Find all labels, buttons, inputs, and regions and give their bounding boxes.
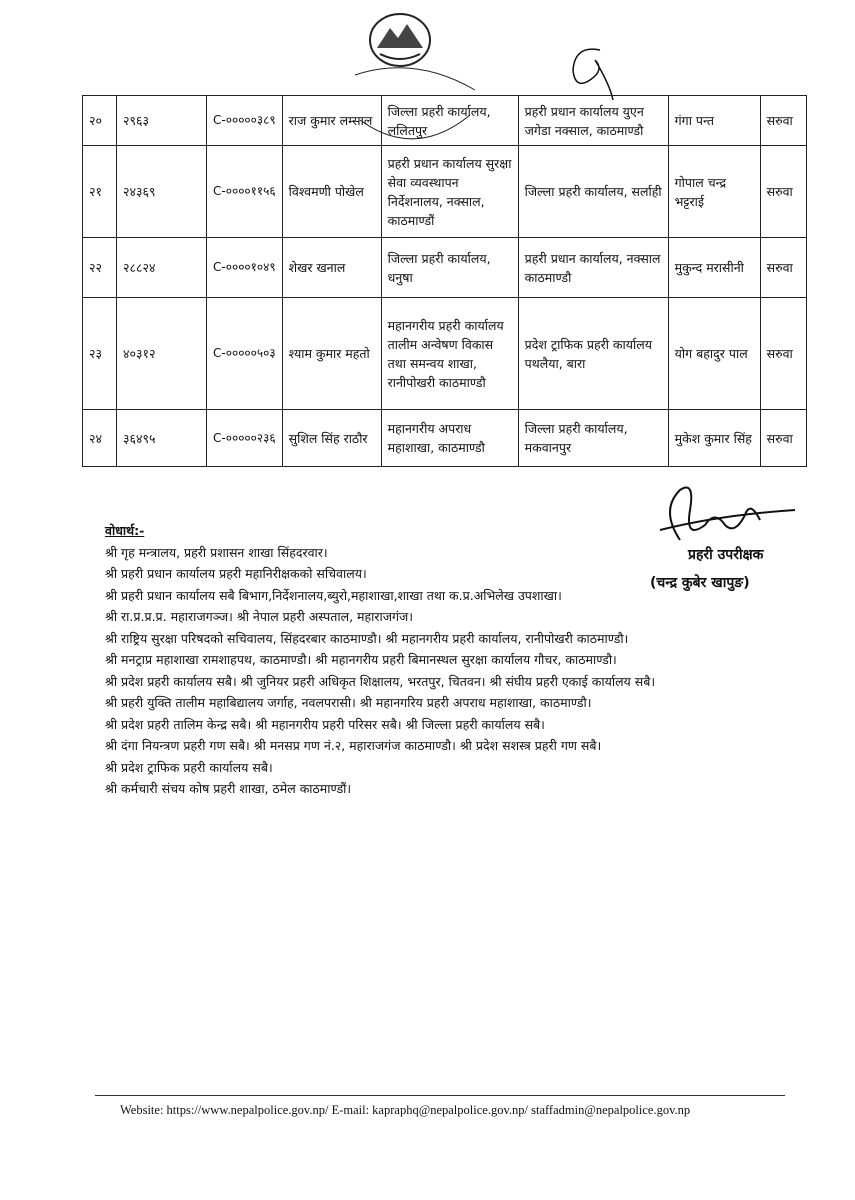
table-row xyxy=(83,238,807,298)
cell-code: C-०००००५०३ xyxy=(207,298,283,410)
cell-sn: २१ xyxy=(83,146,117,238)
cc-list xyxy=(105,520,655,800)
cell-replacement: गंगा पन्त xyxy=(668,96,760,146)
cell-name: शेखर खनाल xyxy=(282,238,381,298)
cell-name: विश्वमणी पोखेल xyxy=(282,146,381,238)
cell-from: महानगरीय अपराध महाशाखा, काठमाण्डौ xyxy=(381,410,518,467)
cc-line: श्री प्रदेश प्रहरी कार्यालय सबै। श्री जुनियर प्रहरी अधिकृत शिक्षालय, भरतपुर, चितवन। श्री संघीय प्रहरी एकाई कार्यालय सबै। xyxy=(105,673,656,689)
cell-id: ४०३१२ xyxy=(117,298,207,410)
cell-sn: २४ xyxy=(83,410,117,467)
cell-id: २९६३ xyxy=(117,96,207,146)
cell-name: श्याम कुमार महतो xyxy=(282,298,381,410)
cell-name: सुशिल सिंह राठौर xyxy=(282,410,381,467)
cell-code: C-००००११५६ xyxy=(207,146,283,238)
cell-from: प्रहरी प्रधान कार्यालय सुरक्षा सेवा व्यवस्थापन निर्देशनालय, नक्साल, काठमाण्डौं xyxy=(381,146,518,238)
table-row xyxy=(83,96,807,146)
cc-line: श्री कर्मचारी संचय कोष प्रहरी शाखा, ठमेल काठमाण्डौं। xyxy=(105,781,352,796)
cell-to: प्रहरी प्रधान कार्यालय, नक्साल काठमाण्डौ xyxy=(518,238,668,298)
cell-from: जिल्ला प्रहरी कार्यालय, धनुषा xyxy=(381,238,518,298)
signatory-title: प्रहरी उपरीक्षक xyxy=(688,547,764,563)
transfer-table xyxy=(82,95,807,467)
cc-line: श्री प्रहरी युक्ति तालीम महाबिद्यालय जर्गाह, नवलपरासी। श्री महानगरिय प्रहरी अपराध महाशाखा, काठमाण्डौ। xyxy=(105,695,592,710)
cell-code: C-०००००३८९ xyxy=(207,96,283,146)
initial-mark-icon xyxy=(555,40,615,100)
cc-line: श्री प्रदेश प्रहरी तालिम केन्द्र सबै। श्री महानगरीय प्रहरी परिसर सबै। श्री जिल्ला प्रहरी कार्यालय सबै। xyxy=(105,716,545,732)
cell-name: राज कुमार लम्साल xyxy=(282,96,381,146)
cc-line: श्री दंगा नियन्त्रण प्रहरी गण सबै। श्री मनसप्र गण नं.२, महाराजगंज काठमाण्डौ। श्री प्रदेश सशस्त्र प्रहरी गण सबै। xyxy=(105,738,602,753)
cell-from: महानगरीय प्रहरी कार्यालय तालीम अन्वेषण विकास तथा समन्वय शाखा, रानीपोखरी काठमाण्डौ xyxy=(381,298,518,410)
cell-action: सरुवा xyxy=(760,298,806,410)
cc-line: श्री रा.प्र.प्र.प्र. महाराजगञ्ज। श्री नेपाल प्रहरी अस्पताल, महाराजगंज। xyxy=(105,609,414,624)
cc-line: श्री राष्ट्रिय सुरक्षा परिषदको सचिवालय, सिंहदरबार काठमाण्डौ। श्री महानगरीय प्रहरी कार्यालय, रानीपोखरी काठमाण्डौ। xyxy=(105,630,629,646)
table-row xyxy=(83,298,807,410)
cell-replacement: गोपाल चन्द्र भट्टराई xyxy=(668,146,760,238)
cell-to: प्रदेश ट्राफिक प्रहरी कार्यालय पथलैया, बारा xyxy=(518,298,668,410)
cc-line: श्री मनट्राप्र महाशाखा रामशाहपथ, काठमाण्डौ। श्री महानगरीय प्रहरी बिमानस्थल सुरक्षा कार्यालय गौचर, काठमाण्डौ। xyxy=(105,652,617,667)
cell-code: C-००००१०४९ xyxy=(207,238,283,298)
cc-line: श्री गृह मन्त्रालय, प्रहरी प्रशासन शाखा सिंहदरवार। xyxy=(105,544,328,560)
cell-sn: २३ xyxy=(83,298,117,410)
cell-action: सरुवा xyxy=(760,146,806,238)
cell-action: सरुवा xyxy=(760,410,806,467)
cell-sn: २२ xyxy=(83,238,117,298)
cell-action: सरुवा xyxy=(760,96,806,146)
cell-from: जिल्ला प्रहरी कार्यालय, ललितपुर xyxy=(381,96,518,146)
cell-id: २८८२४ xyxy=(117,238,207,298)
cell-to: जिल्ला प्रहरी कार्यालय, मकवानपुर xyxy=(518,410,668,467)
cell-replacement: मुकुन्द मरासीनी xyxy=(668,238,760,298)
cc-heading: वोधार्थ:- xyxy=(105,523,145,538)
table-row xyxy=(83,410,807,467)
cell-replacement: योग बहादुर पाल xyxy=(668,298,760,410)
footer-contact: Website: https://www.nepalpolice.gov.np/ E-mail: kapraphq@nepalpolice.gov.np/ staffadmin@nepalpolice.gov.np xyxy=(120,1103,691,1117)
signatory-name: (चन्द्र कुबेर खापुङ) xyxy=(650,575,750,591)
cell-replacement: मुकेश कुमार सिंह xyxy=(668,410,760,467)
table-row xyxy=(83,146,807,238)
cell-to: जिल्ला प्रहरी कार्यालय, सर्लाही xyxy=(518,146,668,238)
cell-id: ३६४९५ xyxy=(117,410,207,467)
cell-code: C-०००००२३६ xyxy=(207,410,283,467)
cell-id: २४३६९ xyxy=(117,146,207,238)
cell-sn: २० xyxy=(83,96,117,146)
cc-line: श्री प्रदेश ट्राफिक प्रहरी कार्यालय सबै। xyxy=(105,759,273,775)
cell-action: सरुवा xyxy=(760,238,806,298)
cc-line: श्री प्रहरी प्रधान कार्यालय सबै बिभाग,निर्देशनालय,ब्युरो,महाशाखा,शाखा तथा क.प्र.अभिलेख उपशाखा। xyxy=(105,587,562,603)
cc-line: श्री प्रहरी प्रधान कार्यालय प्रहरी महानिरीक्षकको सचिवालय। xyxy=(105,566,367,581)
cell-to: प्रहरी प्रधान कार्यालय युएन जगेडा नक्साल, काठमाण्डौ xyxy=(518,96,668,146)
footer-divider xyxy=(95,1095,785,1096)
